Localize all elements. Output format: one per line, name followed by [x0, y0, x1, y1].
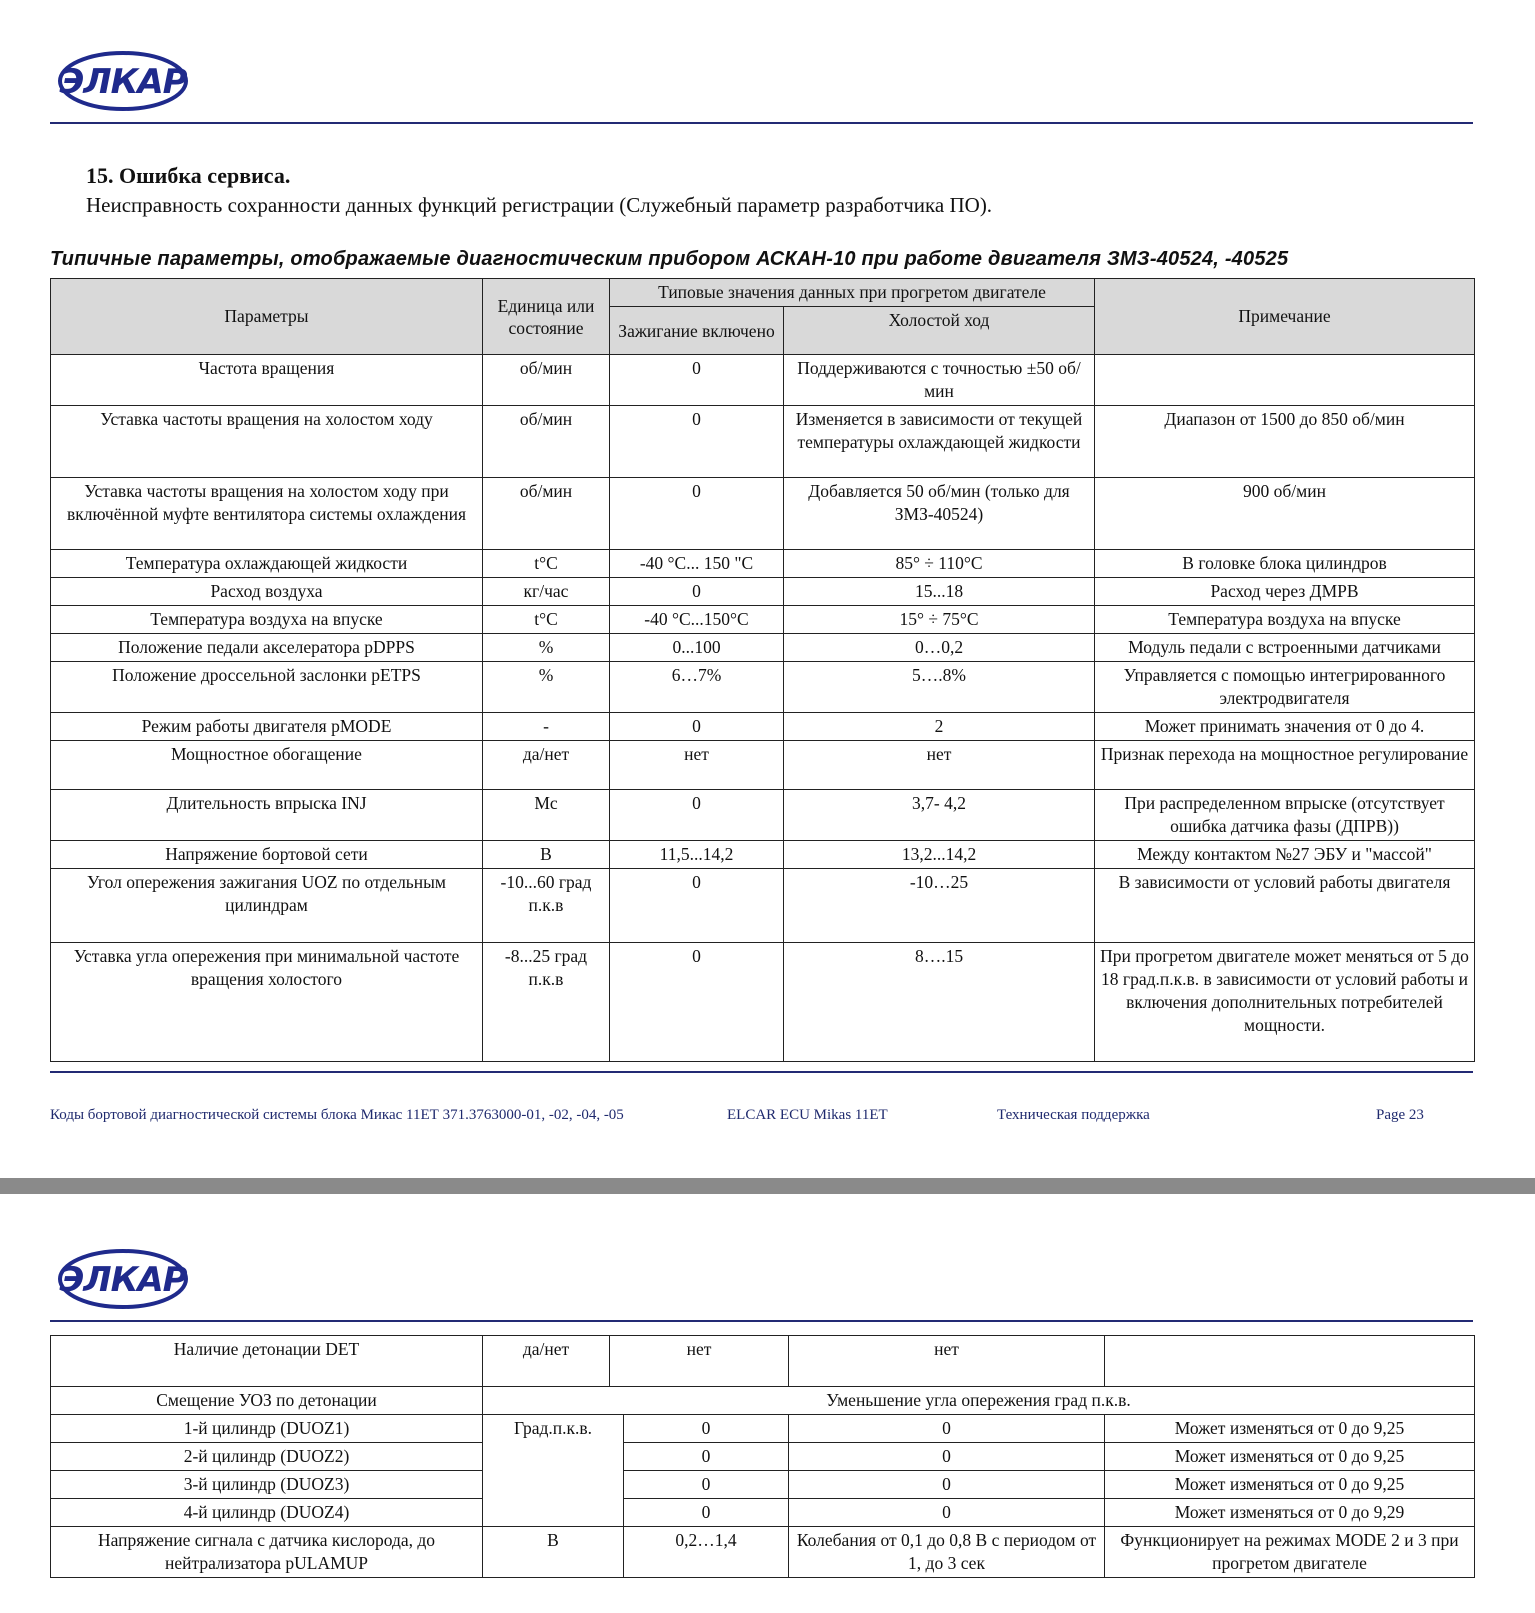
- oxygen-ignition: 0,2…1,4: [624, 1527, 789, 1578]
- table-row: [51, 841, 1475, 869]
- det-unit: да/нет: [483, 1336, 610, 1387]
- header-note: Примечание: [1095, 279, 1475, 355]
- row-6-idle: 15° ÷ 75°C: [784, 606, 1095, 634]
- row-12-idle: 13,2...14,2: [784, 841, 1095, 869]
- row-12-unit: В: [483, 841, 610, 869]
- row-7-parameter: Положение педали акселератора pDPPS: [51, 634, 483, 662]
- header-idle: Холостой ход: [784, 307, 1095, 355]
- row-11-note: При распределенном впрыске (отсутствует ошибка датчика фазы (ДПРВ)): [1095, 790, 1475, 841]
- row-9-unit: -: [483, 713, 610, 741]
- cylinder-2-note: Может изменяться от 0 до 9,25: [1105, 1443, 1475, 1471]
- row-9-parameter: Режим работы двигателя pMODE: [51, 713, 483, 741]
- row-11-idle: 3,7- 4,2: [784, 790, 1095, 841]
- footer-rule: [50, 1071, 1473, 1073]
- oxygen-note: Функционирует на режимах MODE 2 и 3 при прогретом двигателе: [1105, 1527, 1475, 1578]
- row-3-ignition: 0: [610, 478, 784, 550]
- row-1-idle: Поддерживаются с точностью ±50 об/мин: [784, 355, 1095, 406]
- row-6-parameter: Температура воздуха на впуске: [51, 606, 483, 634]
- table-row: [51, 478, 1475, 550]
- row-13-unit: -10...60 град п.к.в: [483, 869, 610, 943]
- table-row: [51, 606, 1475, 634]
- oxygen-parameter: Напряжение сигнала с датчика кислорода, до нейтрализатора pULAMUP: [51, 1527, 483, 1578]
- row-8-unit: %: [483, 662, 610, 713]
- row-13-ignition: 0: [610, 869, 784, 943]
- table-row: [51, 790, 1475, 841]
- row-8-ignition: 6…7%: [610, 662, 784, 713]
- row-12-parameter: Напряжение бортовой сети: [51, 841, 483, 869]
- row-3-note: 900 об/мин: [1095, 478, 1475, 550]
- row-4-note: В головке блока цилиндров: [1095, 550, 1475, 578]
- det-ignition: нет: [610, 1336, 789, 1387]
- row-10-unit: да/нет: [483, 741, 610, 790]
- row-10-ignition: нет: [610, 741, 784, 790]
- row-11-ignition: 0: [610, 790, 784, 841]
- svg-text:ЭЛКАР: ЭЛКАР: [59, 62, 187, 102]
- table-heading: Типичные параметры, отображаемые диагностическим прибором АСКАН-10 при работе двигателя ЗМЗ-40524, -40525: [50, 248, 1289, 270]
- row-6-ignition: -40 °C...150°C: [610, 606, 784, 634]
- row-5-ignition: 0: [610, 578, 784, 606]
- oxygen-idle: Колебания от 0,1 до 0,8 В с периодом от 1, до 3 сек: [789, 1527, 1105, 1578]
- table-row: [51, 634, 1475, 662]
- cylinder-1-note: Может изменяться от 0 до 9,25: [1105, 1415, 1475, 1443]
- row-6-note: Температура воздуха на впуске: [1095, 606, 1475, 634]
- table-row: [51, 869, 1475, 943]
- row-2-ignition: 0: [610, 406, 784, 478]
- row-1-unit: об/мин: [483, 355, 610, 406]
- cylinder-1-idle: 0: [789, 1415, 1105, 1443]
- table-row: [51, 550, 1475, 578]
- shift-description: Уменьшение угла опережения град п.к.в.: [483, 1387, 1475, 1415]
- table-row: [51, 578, 1475, 606]
- cylinder-4-ignition: 0: [624, 1499, 789, 1527]
- row-2-note: Диапазон от 1500 до 850 об/мин: [1095, 406, 1475, 478]
- cylinder-4-note: Может изменяться от 0 до 9,29: [1105, 1499, 1475, 1527]
- cylinder-1-parameter: 1-й цилиндр (DUOZ1): [51, 1415, 483, 1443]
- row-3-idle: Добавляется 50 об/мин (только для ЗМЗ-40524): [784, 478, 1095, 550]
- row-9-ignition: 0: [610, 713, 784, 741]
- cylinder-3-note: Может изменяться от 0 до 9,25: [1105, 1471, 1475, 1499]
- header-ignition: Зажигание включено: [610, 307, 784, 355]
- footer-brand: ELCAR ECU Mikas 11ET: [727, 1107, 888, 1123]
- parameters-table: [50, 278, 1475, 1062]
- det-parameter: Наличие детонации DET: [51, 1336, 483, 1387]
- row-2-unit: об/мин: [483, 406, 610, 478]
- row-14-note: При прогретом двигателе может меняться от 5 до 18 град.п.к.в. в зависимости от условий работы и включения дополнительных потребителей мощности.: [1095, 943, 1475, 1062]
- header-rule: [50, 122, 1473, 124]
- det-idle: нет: [789, 1336, 1105, 1387]
- row-11-parameter: Длительность впрыска INJ: [51, 790, 483, 841]
- row-5-parameter: Расход воздуха: [51, 578, 483, 606]
- cylinder-unit: Град.п.к.в.: [483, 1415, 624, 1527]
- header-typical: Типовые значения данных при прогретом двигателе: [610, 279, 1095, 307]
- footer-page-number: Page 23: [1376, 1107, 1424, 1123]
- row-7-note: Модуль педали с встроенными датчиками: [1095, 634, 1475, 662]
- row-10-parameter: Мощностное обогащение: [51, 741, 483, 790]
- row-4-ignition: -40 °C... 150 "C: [610, 550, 784, 578]
- row-8-note: Управляется с помощью интегрированного электродвигателя: [1095, 662, 1475, 713]
- footer-document: Коды бортовой диагностической системы блока Микас 11ЕТ 371.3763000-01, -02, -04, -05: [50, 1107, 624, 1123]
- elkar-logo: [57, 50, 189, 112]
- row-5-note: Расход через ДМРВ: [1095, 578, 1475, 606]
- table-row: [51, 406, 1475, 478]
- table-row: [51, 662, 1475, 713]
- row-3-parameter: Уставка частоты вращения на холостом ходу при включённой муфте вентилятора системы охлаждения: [51, 478, 483, 550]
- row-8-parameter: Положение дроссельной заслонки pETPS: [51, 662, 483, 713]
- cylinder-2-ignition: 0: [624, 1443, 789, 1471]
- cylinder-3-ignition: 0: [624, 1471, 789, 1499]
- row-5-idle: 15...18: [784, 578, 1095, 606]
- header-unit: Единица или состояние: [483, 279, 610, 355]
- row-14-ignition: 0: [610, 943, 784, 1062]
- table-row: [51, 355, 1475, 406]
- row-14-unit: -8...25 град п.к.в: [483, 943, 610, 1062]
- cylinder-2-idle: 0: [789, 1443, 1105, 1471]
- elkar-logo: [57, 1248, 189, 1310]
- row-7-ignition: 0...100: [610, 634, 784, 662]
- row-1-parameter: Частота вращения: [51, 355, 483, 406]
- section-description: Неисправность сохранности данных функций регистрации (Служебный параметр разработчика ПО).: [86, 193, 993, 217]
- row-2-idle: Изменяется в зависимости от текущей температуры охлаждающей жидкости: [784, 406, 1095, 478]
- oxygen-unit: В: [483, 1527, 624, 1578]
- header-parameters: Параметры: [51, 279, 483, 355]
- shift-label: Смещение УОЗ по детонации: [51, 1387, 483, 1415]
- section-title: 15. Ошибка сервиса.: [86, 163, 291, 188]
- row-1-note: [1095, 355, 1475, 406]
- table-row: [51, 943, 1475, 1062]
- row-4-parameter: Температура охлаждающей жидкости: [51, 550, 483, 578]
- row-14-parameter: Уставка угла опережения при минимальной частоте вращения холостого: [51, 943, 483, 1062]
- row-7-unit: %: [483, 634, 610, 662]
- row-13-idle: -10…25: [784, 869, 1095, 943]
- row-9-idle: 2: [784, 713, 1095, 741]
- row-13-note: В зависимости от условий работы двигателя: [1095, 869, 1475, 943]
- row-11-unit: Мс: [483, 790, 610, 841]
- row-8-idle: 5….8%: [784, 662, 1095, 713]
- row-1-ignition: 0: [610, 355, 784, 406]
- cylinder-1-ignition: 0: [624, 1415, 789, 1443]
- table-row: [51, 713, 1475, 741]
- table-row: [51, 741, 1475, 790]
- row-5-unit: кг/час: [483, 578, 610, 606]
- row-13-parameter: Угол опережения зажигания UOZ по отдельным цилиндрам: [51, 869, 483, 943]
- row-12-ignition: 11,5...14,2: [610, 841, 784, 869]
- cylinder-3-parameter: 3-й цилиндр (DUOZ3): [51, 1471, 483, 1499]
- cylinder-2-parameter: 2-й цилиндр (DUOZ2): [51, 1443, 483, 1471]
- cylinder-4-idle: 0: [789, 1499, 1105, 1527]
- row-6-unit: t°C: [483, 606, 610, 634]
- row-10-idle: нет: [784, 741, 1095, 790]
- row-9-note: Может принимать значения от 0 до 4.: [1095, 713, 1475, 741]
- det-note: [1105, 1336, 1475, 1387]
- page-separator: [0, 1178, 1535, 1194]
- parameters-table-continued: [50, 1335, 1475, 1578]
- svg-text:ЭЛКАР: ЭЛКАР: [59, 1260, 187, 1300]
- row-3-unit: об/мин: [483, 478, 610, 550]
- row-2-parameter: Уставка частоты вращения на холостом ходу: [51, 406, 483, 478]
- row-14-idle: 8….15: [784, 943, 1095, 1062]
- row-12-note: Между контактом №27 ЭБУ и "массой": [1095, 841, 1475, 869]
- row-7-idle: 0…0,2: [784, 634, 1095, 662]
- cylinder-4-parameter: 4-й цилиндр (DUOZ4): [51, 1499, 483, 1527]
- cylinder-3-idle: 0: [789, 1471, 1105, 1499]
- row-4-idle: 85° ÷ 110°C: [784, 550, 1095, 578]
- header-rule: [50, 1320, 1473, 1322]
- row-4-unit: t°C: [483, 550, 610, 578]
- footer-support: Техническая поддержка: [997, 1107, 1150, 1123]
- row-10-note: Признак перехода на мощностное регулирование: [1095, 741, 1475, 790]
